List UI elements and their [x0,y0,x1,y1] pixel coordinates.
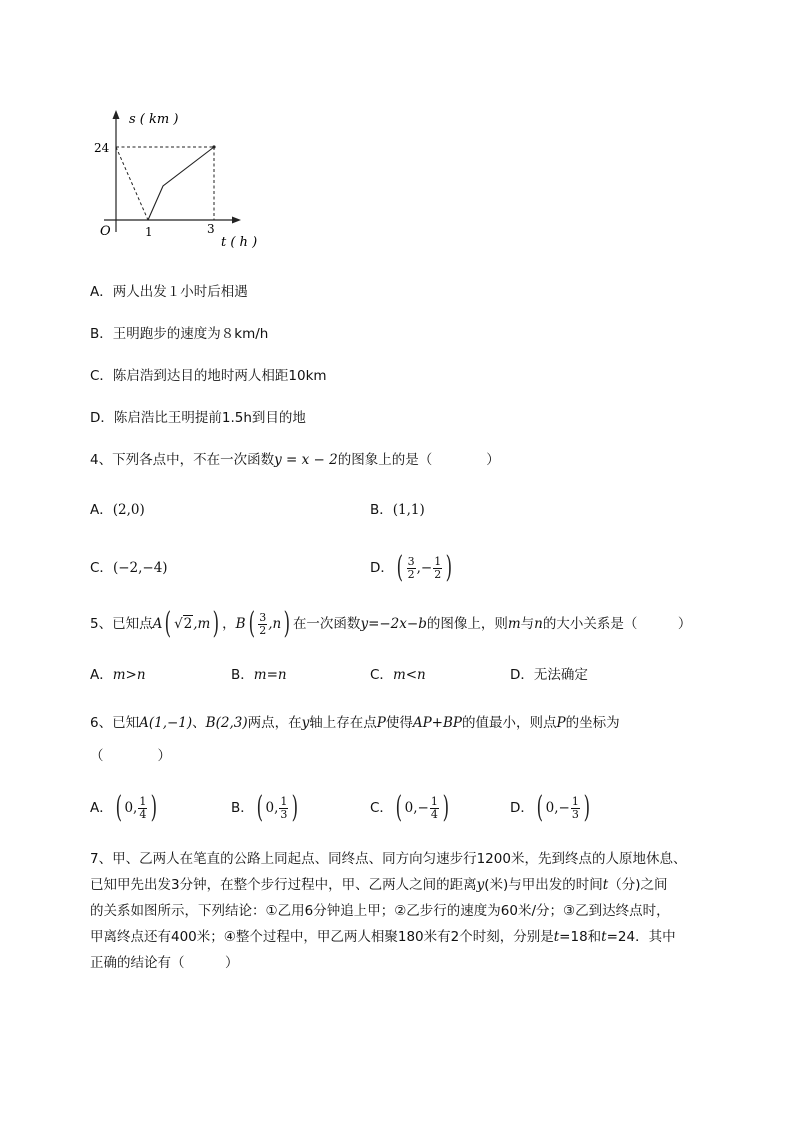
q7-line4-t1: t [553,929,560,945]
q6-c-num: 1 [430,794,438,808]
q6-a-label: A． [90,800,113,816]
q5-formula: y=−2x−b [360,616,427,632]
x-tick-1: 1 [145,225,153,239]
q4-b-label: B． [370,502,393,518]
q7-line3: 的关系如图所示，下列结论：①乙用6分钟追上甲；②乙步行的速度为60米/分；③乙到达终点时， [90,903,670,919]
q5-prefix: 5、已知点 [90,616,153,632]
q7-line4 [90,924,780,950]
q4-a-value: (2,0) [112,502,145,518]
q4-option-b [370,500,425,520]
q4-text-pre: 4、下列各点中，不在一次函数 [90,452,275,468]
q6-b-zero: 0, [265,800,279,816]
q6-point-b: B(2,3) [205,715,248,731]
q6-text5: 的坐标为 [565,715,620,731]
q6-d-num: 1 [571,794,579,808]
q5-c-label: C． [370,667,393,683]
q5-mid: 在一次函数 [292,616,361,632]
q5-text4: 的大小关系是（ ） [542,616,692,632]
q5-point-a: A [152,616,163,632]
q3-option-c: C．陈启浩到达目的地时两人相距10km [90,368,327,384]
y-axis-arrow [113,110,120,119]
q4-c-value: (−2,−4) [112,560,168,576]
q6-text3: 使得 [385,715,413,731]
q6-y: y [301,715,310,731]
q4-text-post: 的图象上的是（ ） [337,452,500,468]
q6-d-zero: 0,− [545,800,570,816]
distance-time-graph [88,100,268,252]
q4-option-d [370,550,455,586]
q4-c-label: C． [90,560,113,576]
q4-b-value: (1,1) [392,502,425,518]
q7-line5: 正确的结论有（ ） [90,955,239,971]
q4-d-value: ( $\frac{3}{2}$ ,− $\frac{1}{2}$ ) [396,550,453,585]
q4-option-c [90,558,168,578]
q6-c-label: C． [370,800,393,816]
q6-option-d [510,790,593,826]
y-tick-24: 24 [94,141,110,155]
q6-blank: （ ） [90,748,171,764]
q5-b-num: 3 [259,610,267,624]
q5-a-tail: ,m [193,616,211,632]
q6-b-value: ( 0, $\frac{1}{3}$ ) [256,790,299,825]
q5-b-label: B． [231,667,254,683]
q6-option-b [231,790,301,826]
q5-stem [90,606,691,642]
q6-p2: P [556,715,566,731]
q7-line4-b: =18和 [559,929,602,945]
q4-d-num1: 3 [407,554,415,568]
q4-d-den1: 2 [407,567,415,581]
q5-option-b [231,665,287,685]
q7-paragraph [90,846,780,976]
q6-text1: 两点，在 [247,715,302,731]
q6-option-a [90,790,160,826]
q4-formula: y = x − 2 [274,452,338,468]
q5-option-a [90,665,146,685]
q7-line2-y: y [476,877,485,893]
q6-a-value: ( 0, $\frac{1}{4}$ ) [115,790,158,825]
q5-option-d: D．无法确定 [510,667,588,683]
t-label: t ( h ) [221,235,258,250]
q5-option-c [370,665,426,685]
q5-point-a-coords: ( √2 ,m ) [164,606,220,641]
q6-d-label: D． [510,800,534,816]
q6-p: P [376,715,386,731]
segment-2 [148,147,214,220]
x-axis-arrow [232,217,241,224]
q5-c-value: m<n [392,667,426,683]
q6-point-a: A(1,−1) [139,715,193,731]
origin-label: O [100,224,111,239]
q4-a-label: A． [90,502,113,518]
q4-option-a [90,500,145,520]
segment-1 [116,147,148,220]
q6-a-den: 4 [139,807,147,821]
q6-c-value: ( 0,− $\frac{1}{4}$ ) [395,790,449,825]
q6-text4: 的值最小，则点 [462,715,557,731]
q4-d-sep: ,− [416,560,433,576]
q5-point-b: B [235,616,246,632]
q6-text2: 轴上存在点 [309,715,377,731]
q5-b-den: 2 [259,623,267,637]
q5-sqrt-arg: 2 [183,616,193,632]
q5-a-value: m>n [112,667,146,683]
q7-line1: 7、甲、乙两人在笔直的公路上同起点、同终点、同方向匀速步行1200米，先到终点的人原地休息、 [90,851,687,867]
q5-b-value: m=n [253,667,287,683]
q4-d-label: D． [370,560,394,576]
q5-b-tail: ,n [268,616,282,632]
q5-comma: ， [222,616,236,632]
q5-text3: 与 [520,616,535,632]
q7-line4-a: 甲离终点还有400米；④整个过程中，甲乙两人相聚180米有2个时刻，分别是 [90,929,554,945]
q7-line2-a: 已知甲先出发3分钟，在整个步行过程中，甲、乙两人之间的距离 [90,877,477,893]
q5-n: n [534,616,543,632]
q6-d-value: ( 0,− $\frac{1}{3}$ ) [536,790,590,825]
q5-a-label: A． [90,667,113,683]
q3-option-b: B．王明跑步的速度为８km/h [90,326,269,342]
q5-text2: 的图像上，则 [426,616,508,632]
q5-point-b-coords: ( $\frac{3}{2}$ ,n ) [248,606,291,641]
q7-line4-c: =24．其中 [606,929,676,945]
q6-a-num: 1 [139,794,147,808]
q6-a-zero: 0, [124,800,138,816]
q4-d-den2: 2 [434,567,442,581]
q3-option-d: D．陈启浩比王明提前1.5h到目的地 [90,410,306,426]
q6-d-den: 3 [571,807,579,821]
q7-line2 [90,872,780,898]
q6-b-den: 3 [280,807,288,821]
q3-option-a: A．两人出发１小时后相遇 [90,284,248,300]
q6-stem [90,713,620,733]
q7-line4-t2: t [601,929,607,945]
q4-stem [90,450,500,470]
q6-c-zero: 0,− [404,800,429,816]
s-label: s ( km ) [129,112,179,127]
q4-d-num2: 1 [434,554,442,568]
q5-m: m [507,616,521,632]
q6-sep: 、 [192,715,206,731]
endpoint [212,145,215,148]
q7-line2-b: (米)与甲出发的时间 [484,877,603,893]
q7-line2-t: t [602,877,609,893]
q6-b-label: B． [231,800,254,816]
q6-b-num: 1 [280,794,288,808]
x-tick-3: 3 [207,222,215,236]
q6-option-c [370,790,452,826]
q7-line2-c: （分)之间 [608,877,668,893]
q6-c-den: 4 [430,807,438,821]
q6-prefix: 6、已知 [90,715,140,731]
q6-expr: AP+BP [412,715,462,731]
